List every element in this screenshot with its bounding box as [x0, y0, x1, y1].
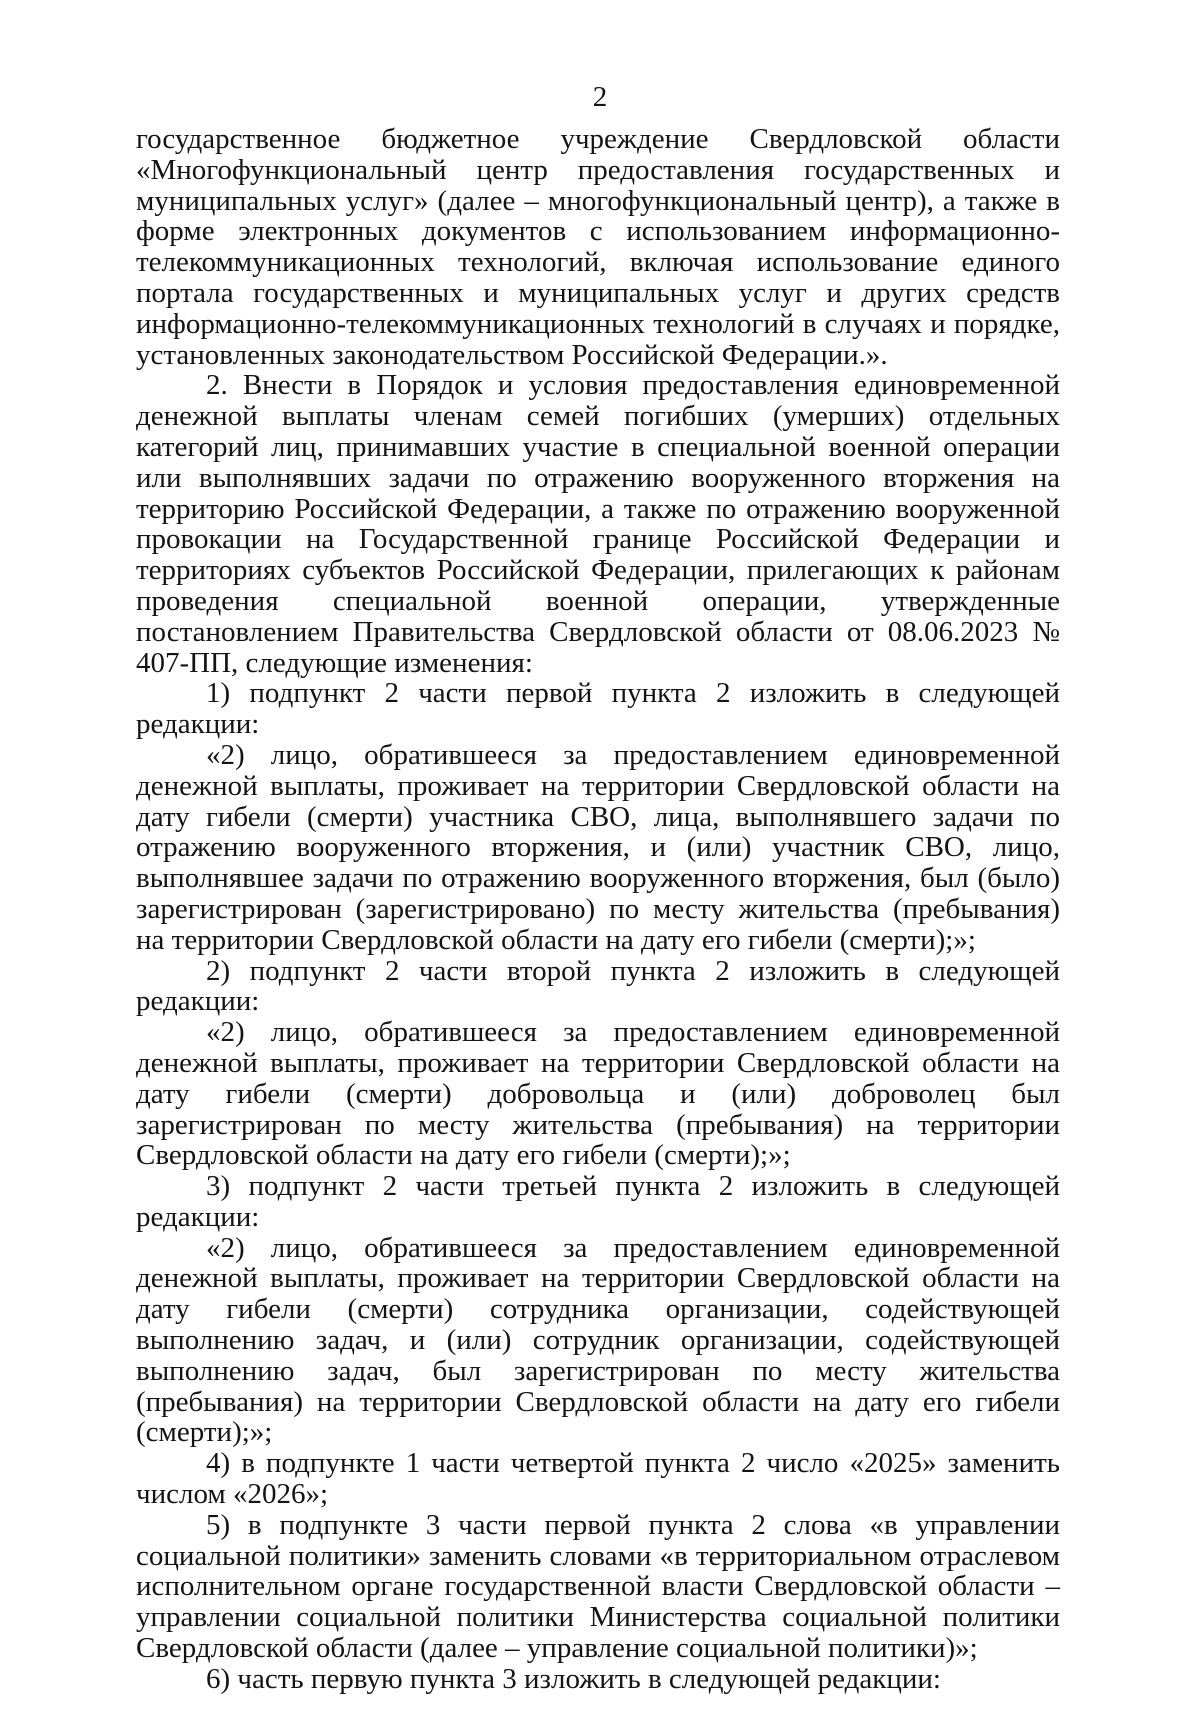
paragraph-subitem-4: 4) в подпункте 1 части четвертой пункта 2 число «2025» заменить числом «2026»; [136, 1447, 1060, 1511]
paragraph-quote-1: «2) лицо, обратившееся за предоставлением единовременной денежной выплаты, проживает на территории Свердловской области на дату гибели (смерти) участника СВО, лица, выполнявшего задачи по отражению вооруженного вторжения, и (или) участник СВО, лицо, выполнявшее задачи по отражению вооруженного вторжения, был (было) зарегистрирован (зарегистрировано) по месту жительства (пребывания) на территории Свердловской области на дату его гибели (смерти);»; [136, 738, 1060, 956]
paragraph-subitem-2: 2) подпункт 2 части второй пункта 2 изложить в следующей редакции: [136, 954, 1060, 1018]
document-body [136, 124, 1060, 1695]
page-number: 2 [592, 81, 608, 113]
paragraph-subitem-6: 6) часть первую пункта 3 изложить в следующей редакции: [206, 1662, 941, 1695]
paragraph-subitem-5: 5) в подпункте 3 части первой пункта 2 слова «в управлении социальной политики» заменить словами «в территориальном отраслевом исполнительном органе государственной власти Свердловской области – управлении социальной политики Министерства социальной политики Свердловской области (далее – управление социальной политики)»; [136, 1508, 1060, 1665]
paragraph-item-2: 2. Внести в Порядок и условия предоставления единовременной денежной выплаты членам семей погибших (умерших) отдельных категорий лиц, принимавших участие в специальной военной операции или выполнявших задачи по отражению вооруженного вторжения на территорию Российской Федерации, а также по отражению вооруженной провокации на Государственной границе Российской Федерации и территориях субъектов Российской Федерации, прилегающих к районам проведения специальной военной операции, утвержденные постановлением Правительства Свердловской области от 08.06.2023 № 407-ПП, следующие изменения: [136, 369, 1060, 679]
paragraph-quote-3: «2) лицо, обратившееся за предоставлением единовременной денежной выплаты, проживает на территории Свердловской области на дату гибели (смерти) сотрудника организации, содействующей выполнению задач, и (или) сотрудник организации, содействующей выполнению задач, был зарегистрирован по месту жительства (пребывания) на территории Свердловской области на дату его гибели (смерти);»; [136, 1231, 1060, 1449]
paragraph-subitem-1: 1) подпункт 2 части первой пункта 2 изложить в следующей редакции: [136, 677, 1060, 741]
paragraph-subitem-3: 3) подпункт 2 части третьей пункта 2 изложить в следующей редакции: [136, 1170, 1060, 1233]
paragraph-quote-2: «2) лицо, обратившееся за предоставлением единовременной денежной выплаты, проживает на территории Свердловской области на дату гибели (смерти) добровольца и (или) доброволец был зарегистрирован по месту жительства (пребывания) на территории Свердловской области на дату его гибели (смерти);»; [136, 1016, 1060, 1172]
paragraph-continuation: государственное бюджетное учреждение Свердловской области «Многофункциональный центр предоставления государственных и муниципальных услуг» (далее – многофункциональный центр), а также в форме электронных документов с использованием информационно-телекоммуникационных технологий, включая использование единого портала государственных и муниципальных услуг и других средств информационно-телекоммуникационных технологий в случаях и порядке, установленных законодательством Российской Федерации.». [136, 123, 1060, 371]
